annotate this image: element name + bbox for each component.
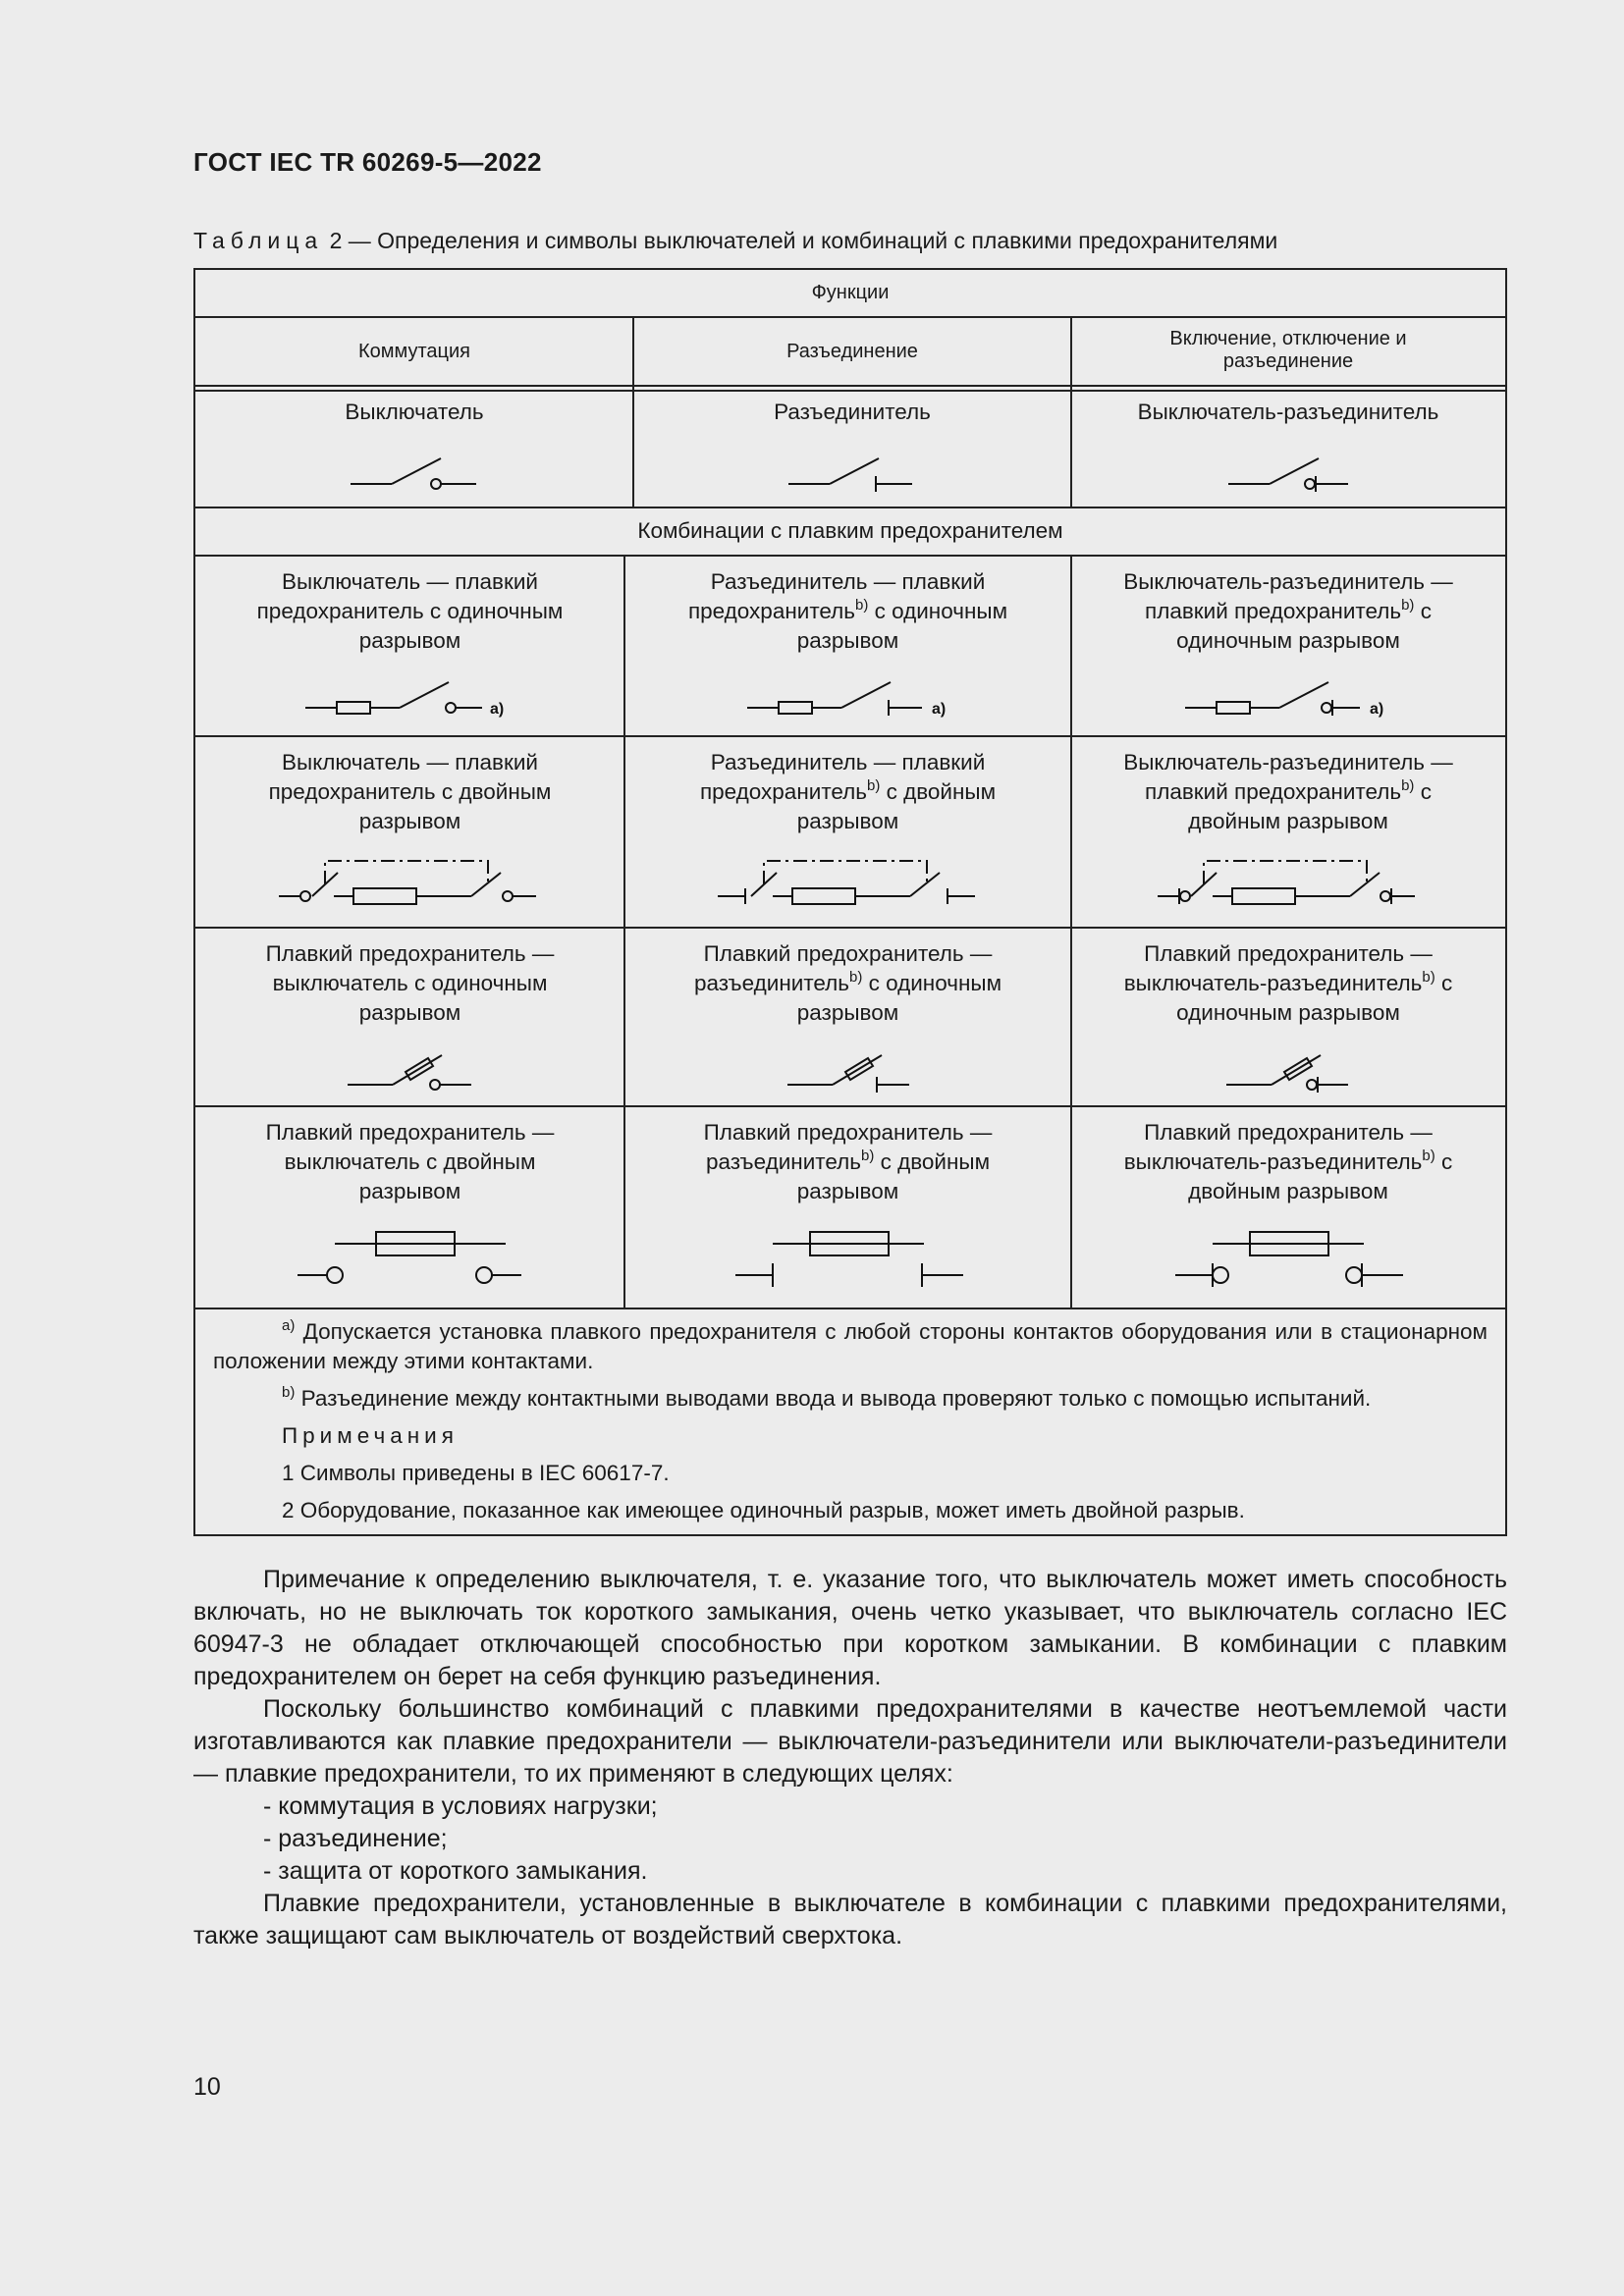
footnote-a — [213, 1317, 1488, 1376]
cell-fuse-switch-single — [195, 939, 624, 1028]
line-part: предохранитель — [699, 779, 867, 804]
list-item: - защита от короткого замыкания. — [263, 1857, 648, 1885]
footnote-ref-b: b) — [860, 1147, 875, 1164]
line-part: предохранитель — [687, 599, 855, 623]
device-switch-disconnector-label: Выключатель-разъединитель — [1137, 400, 1439, 424]
paragraph-3: Плавкие предохранители, установленные в выключателе в комбинации с плавкими предохранителями, также защищают сам выключатель от воздействий сверхтока. — [193, 1890, 1507, 1949]
definitions-table — [193, 268, 1507, 1536]
disconnector-fuse-single-symbol — [747, 680, 953, 724]
symbol-mark-a: a) — [932, 701, 947, 718]
fuse-switch-disconnector-single-symbol — [1226, 1051, 1364, 1099]
line: Разъединитель — плавкий — [710, 750, 986, 774]
line: Выключатель-разъединитель — — [1123, 750, 1453, 774]
line-part: разъединитель — [705, 1149, 861, 1174]
disconnector-symbol — [788, 453, 926, 497]
line: Плавкий предохранитель — — [1144, 941, 1433, 966]
footnote-ref-b: b) — [1422, 1147, 1435, 1164]
line: Выключатель — плавкий — [282, 569, 538, 594]
cell-fuse-switch-double — [195, 1118, 624, 1206]
line-part: выключатель-разъединитель — [1123, 1149, 1423, 1174]
list-item: - разъединение; — [263, 1825, 448, 1852]
line-part: с одиночным — [868, 599, 1008, 623]
line: разрывом — [358, 1000, 461, 1025]
document-header: ГОСТ IEC TR 60269-5—2022 — [193, 147, 542, 177]
line: предохранитель с двойным — [268, 779, 552, 804]
paragraph-2: Поскольку большинство комбинаций с плавкими предохранителями в качестве неотъемлемой части изготавливаются как плавкие предохранители — выключатели-разъединители или выключатели-разъединители — плавкие предохранители, то их применяют в следующих целях: — [193, 1695, 1507, 1788]
line: Плавкий предохранитель — — [1144, 1120, 1433, 1145]
footnote-ref-b: b) — [1401, 596, 1415, 614]
footnote-ref-b: b) — [849, 968, 863, 986]
line-part: выключатель-разъединитель — [1123, 971, 1423, 995]
footnote-b — [213, 1384, 1488, 1414]
line-part: с — [1435, 971, 1453, 995]
line: одиночным разрывом — [1176, 1000, 1400, 1025]
cell-switch-fuse-single — [195, 567, 624, 656]
line-part: с двойным — [874, 1149, 991, 1174]
fuse-switch-single-symbol — [348, 1051, 485, 1099]
line-part: плавкий предохранитель — [1145, 599, 1402, 623]
line: двойным разрывом — [1188, 809, 1388, 833]
page-number: 10 — [193, 2073, 221, 2101]
column-header-switching: Коммутация — [357, 341, 470, 362]
line-part: с — [1435, 1149, 1453, 1174]
table-footnotes — [213, 1317, 1488, 1525]
switch-disconnector-fuse-double-symbol — [1158, 857, 1423, 921]
line: разрывом — [358, 628, 461, 653]
line: разрывом — [796, 628, 899, 653]
line: разрывом — [358, 1179, 461, 1203]
line: Плавкий предохранитель — — [265, 1120, 555, 1145]
line: предохранитель с одиночным — [256, 599, 564, 623]
cell-disconnector-fuse-double — [624, 748, 1071, 836]
note-2: 2 Оборудование, показанное как имеющее одиночный разрыв, может иметь двойной разрыв. — [282, 1498, 1245, 1522]
device-disconnector-label: Разъединитель — [774, 400, 931, 424]
cell-fuse-disconnector-single — [624, 939, 1071, 1028]
line: двойным разрывом — [1188, 1179, 1388, 1203]
line-part: разъединитель — [693, 971, 849, 995]
fuse-switch-double-symbol — [298, 1222, 533, 1296]
symbol-mark-a: a) — [1370, 701, 1384, 718]
footnote-a-text: Допускается установка плавкого предохранителя с любой стороны контактов оборудования или в стационарном положении между этими контактами. — [213, 1319, 1488, 1373]
fuse-switch-disconnector-double-symbol — [1175, 1222, 1411, 1296]
line: разрывом — [796, 1179, 899, 1203]
cell-switch-fuse-double — [195, 748, 624, 836]
line-part: плавкий предохранитель — [1145, 779, 1402, 804]
notes-title: Примечания — [282, 1423, 459, 1448]
disconnector-fuse-double-symbol — [718, 857, 983, 921]
switch-fuse-double-symbol — [279, 857, 544, 921]
body-text — [193, 1564, 1507, 1952]
cell-fuse-switch-disconnector-single — [1071, 939, 1505, 1028]
line: Плавкий предохранитель — — [265, 941, 555, 966]
cell-switch-disconnector-fuse-single — [1071, 567, 1505, 656]
footnote-ref-b: b) — [1422, 968, 1435, 986]
functions-header: Функции — [811, 282, 890, 303]
cell-fuse-switch-disconnector-double — [1071, 1118, 1505, 1206]
footnote-b-text: Разъединение между контактными выводами ввода и вывода проверяют только с помощью испытаний. — [295, 1386, 1372, 1411]
table-caption-text: 2 — Определения и символы выключателей и комбинаций с плавкими предохранителями — [329, 228, 1278, 253]
footnote-ref-b: b) — [855, 596, 869, 614]
table-caption-label: Таблица — [193, 228, 324, 253]
footnote-ref-b: b) — [1401, 776, 1415, 794]
table-caption — [193, 228, 1277, 254]
cell-disconnector-fuse-single — [624, 567, 1071, 656]
line-part: с — [1414, 779, 1432, 804]
line: Плавкий предохранитель — — [703, 1120, 993, 1145]
switch-disconnector-fuse-single-symbol — [1185, 680, 1391, 724]
line-part: с одиночным — [862, 971, 1002, 995]
footnote-b-marker: b) — [282, 1383, 296, 1401]
paragraph-1: Примечание к определению выключателя, т. е. указание того, что выключатель может иметь способность включать, но не выключать ток короткого замыкания, очень четко указывает, что выключатель согласно IEC 60947-3 не обладает отключающей способностью при коротком замыкании. В комбинации с плавким предохранителем он берет на себя функцию разъединения. — [193, 1566, 1507, 1690]
fuse-disconnector-double-symbol — [735, 1222, 971, 1296]
line: одиночным разрывом — [1176, 628, 1400, 653]
column-header-make-break-isolate: Включение, отключение и разъединение — [1169, 328, 1407, 372]
line: Выключатель — плавкий — [282, 750, 538, 774]
symbol-mark-a: a) — [490, 701, 505, 718]
line: разрывом — [796, 809, 899, 833]
line: Плавкий предохранитель — — [703, 941, 993, 966]
device-switch-label: Выключатель — [345, 400, 484, 424]
note-1: 1 Символы приведены в IEC 60617-7. — [282, 1461, 670, 1485]
line: Выключатель-разъединитель — — [1123, 569, 1453, 594]
cell-switch-disconnector-fuse-double — [1071, 748, 1505, 836]
switch-symbol — [351, 453, 488, 497]
line-part: с двойным — [880, 779, 997, 804]
list-item: - коммутация в условиях нагрузки; — [263, 1792, 658, 1820]
cell-fuse-disconnector-double — [624, 1118, 1071, 1206]
combinations-header: Комбинации с плавким предохранителем — [637, 518, 1063, 543]
line: разрывом — [358, 809, 461, 833]
footnote-ref-b: b) — [866, 776, 881, 794]
line: разрывом — [796, 1000, 899, 1025]
line-part: с — [1414, 599, 1432, 623]
switch-disconnector-symbol — [1228, 453, 1366, 497]
switch-fuse-single-symbol — [305, 680, 512, 724]
line: выключатель с одиночным — [272, 971, 548, 995]
footnote-a-marker: a) — [282, 1316, 296, 1334]
line: выключатель с двойным — [284, 1149, 536, 1174]
column-header-isolation: Разъединение — [786, 341, 918, 362]
fuse-disconnector-single-symbol — [787, 1051, 925, 1099]
line: Разъединитель — плавкий — [710, 569, 986, 594]
